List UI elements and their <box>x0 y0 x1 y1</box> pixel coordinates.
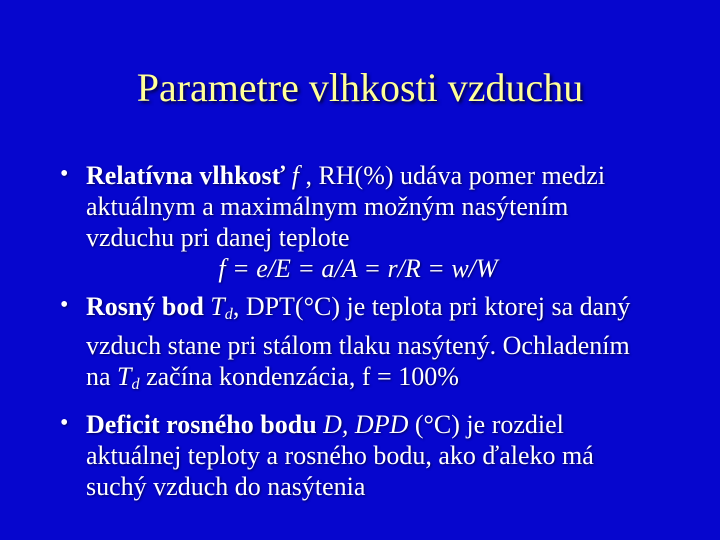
symbol-T-subscript-d: d <box>224 306 233 324</box>
symbol-T: T <box>210 292 225 321</box>
bullet-item-relativna-vlhkost <box>58 160 658 253</box>
slide-title: Parametre vlhkosti vzduchu <box>136 65 584 110</box>
symbol-D-DPD: D, DPD <box>323 410 409 440</box>
term-deficit-rosneho-bodu: Deficit rosného bodu <box>86 410 324 440</box>
bullet-marker: • <box>60 161 69 187</box>
symbol-T: T <box>117 362 132 392</box>
slide-body <box>58 160 658 502</box>
formula-relative-humidity: f = e/E = a/A = r/R = w/W <box>218 254 498 283</box>
term-relativna-vlhkost: Relatívna vlhkosť <box>86 161 292 190</box>
symbol-f: f <box>291 161 306 190</box>
bullet-marker: • <box>60 292 69 318</box>
definition-deficit-rosneho-bodu: (°C) je rozdiel aktuálnej teploty a rosného bodu, ako ďaleko má suchý vzduch do nasýtenia <box>86 410 594 502</box>
bullet-item-rosny-bod <box>58 291 658 400</box>
bullet-marker: • <box>60 410 69 437</box>
bullet-item-deficit-rosneho-bodu <box>58 409 658 502</box>
term-rosny-bod: Rosný bod <box>86 292 211 321</box>
symbol-T-subscript-d: d <box>131 376 140 394</box>
definition-rosny-bod-cont: začína kondenzácia, f = 100% <box>139 362 459 392</box>
definition-relativna-vlhkost: , RH(%) udáva pomer medzi aktuálnym a maximálnym možným nasýtením vzduchu pri danej teplote <box>86 161 606 252</box>
definition-rosny-bod: , DPT(°C) je teplota pri ktorej sa daný vzduch stane pri stálom tlaku nasýtený. Ochladením na <box>86 292 631 392</box>
